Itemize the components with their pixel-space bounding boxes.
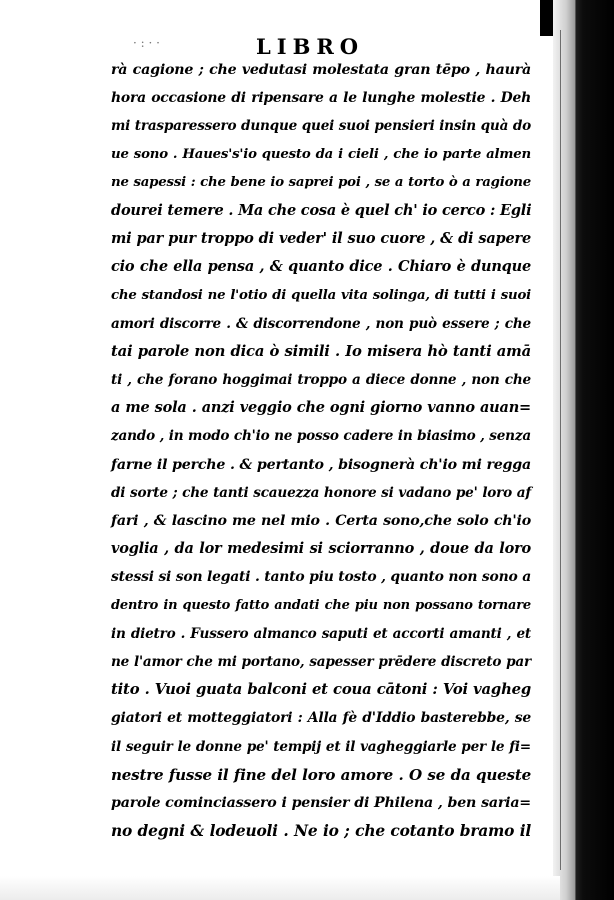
body-text — [111, 56, 531, 845]
text-line: tito . Vuoi guata balconi et coua cātoni : Voi vagheg — [111, 681, 531, 699]
text-line: no degni & lodeuoli . Ne io ; che cotanto bramo il — [111, 822, 531, 841]
text-line: zando , in modo ch'io ne posso cadere in biasimo , senza — [111, 428, 531, 445]
page-edge-line — [560, 30, 561, 870]
page-edge — [553, 0, 576, 900]
text-line: mi trasparessero dunque quei suoi pensieri insin quà do — [111, 118, 531, 135]
text-line: ne sapessi : che bene io saprei poi , se a torto ò a ragione — [111, 174, 531, 190]
text-line: dentro in questo fatto andati che piu non possano tornare — [111, 597, 531, 613]
text-line: farne il perche . & pertanto , bisognerà ch'io mi regga — [111, 456, 531, 473]
text-line: mi par pur troppo di veder' il suo cuore , & di sapere — [111, 230, 531, 248]
text-line: nestre fusse il fine del loro amore . O se da queste — [111, 765, 531, 784]
running-head: LIBRO — [256, 34, 365, 59]
text-line: ti , che forano hoggimai troppo a diece donne , non che — [111, 372, 531, 389]
text-line: parole cominciassero i pensier di Philena , ben saria= — [111, 794, 531, 811]
text-line: amori discorre . & discorrendone , non può essere ; che — [111, 315, 531, 332]
text-line: il seguir le donne pe' tempij et il vagheggiarle per le fi= — [111, 738, 531, 755]
text-line: fari , & lascino me nel mio . Certa sono,che solo ch'io — [111, 513, 531, 529]
text-line: stessi si son legati . tanto piu tosto , quanto non sono a — [111, 569, 531, 586]
text-line: dourei temere . Ma che cosa è quel ch' io cerco : Egli — [111, 201, 532, 219]
text-line: ne l'amor che mi portano, sapesser prēdere discreto par — [111, 653, 531, 670]
text-line: di sorte ; che tanti scauezza honore si vadano pe' loro af — [111, 484, 531, 501]
text-line: voglia , da lor medesimi si sciorranno , doue da loro — [111, 540, 531, 558]
text-line: ue sono . Haues's'io questo da i cieli , che io parte almen — [111, 146, 531, 162]
text-line: rà cagione ; che vedutasi molestata gran tēpo , haurà — [111, 62, 531, 78]
text-line: hora occasione di ripensare a le lunghe molestie . Deh — [111, 90, 531, 107]
header-mark: · : · · — [133, 36, 160, 50]
text-line: che standosi ne l'otio di quella vita solinga, di tutti i suoi — [111, 287, 531, 303]
text-line: cio che ella pensa , & quanto dice . Chiaro è dunque — [111, 258, 531, 276]
text-line: tai parole non dica ò simili . Io misera hò tanti amā — [111, 342, 531, 360]
text-line: giatori et motteggiatori : Alla fè d'Iddio basterebbe, se — [111, 710, 531, 727]
text-line: in dietro . Fussero almanco saputi et accorti amanti , et — [111, 625, 531, 642]
text-line: a me sola . anzi veggio che ogni giorno vanno auan= — [111, 399, 531, 417]
